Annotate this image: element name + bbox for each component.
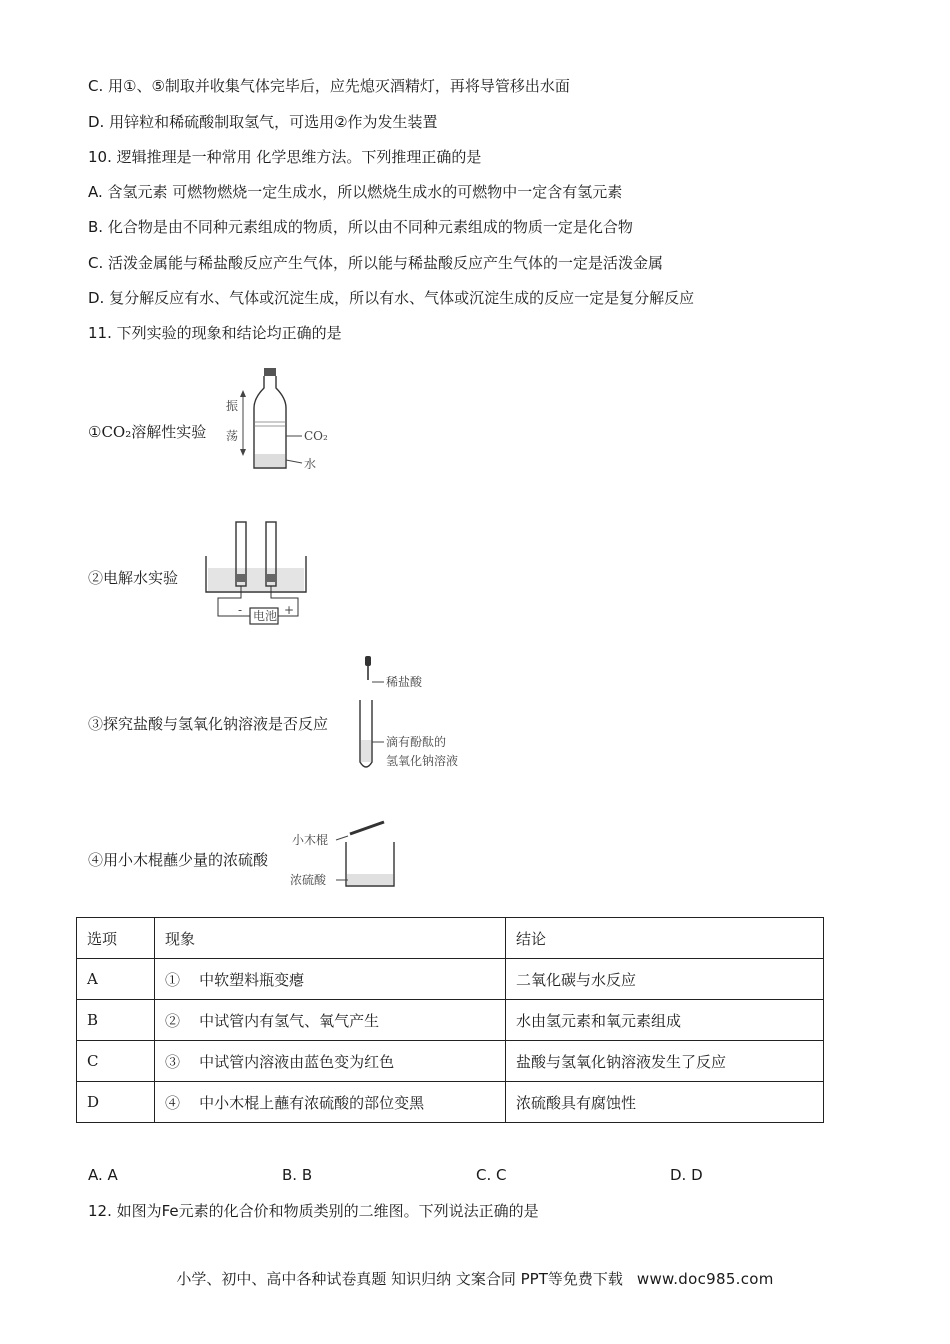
answer-option-c: C. C (476, 1166, 507, 1184)
row-b-option: B (77, 1000, 155, 1041)
table-row (77, 1041, 824, 1082)
row-a-phenomenon: ① 中软塑料瓶变瘪 (155, 959, 506, 1000)
row-d-option: D (77, 1082, 155, 1123)
row-c-phenomenon: ③ 中试管内溶液由蓝色变为红色 (155, 1041, 506, 1082)
battery-negative: - (238, 603, 243, 617)
row-d-phenomenon: ④ 中小木棍上蘸有浓硫酸的部位变黑 (155, 1082, 506, 1123)
experiment-2-label: ②电解水实验 (88, 569, 179, 587)
water-label: 水 (304, 457, 317, 471)
dilute-hcl-label: 稀盐酸 (386, 675, 423, 689)
shake-label-2: 荡 (226, 429, 239, 443)
question-10-option-c: C. 活泼金属能与稀盐酸反应产生气体，所以能与稀盐酸反应产生气体的一定是活泼金属 (88, 254, 664, 272)
co2-bottle-figure (220, 364, 340, 476)
table-row (77, 959, 824, 1000)
answer-option-d: D. D (670, 1166, 703, 1184)
table-header-row (77, 918, 824, 959)
row-b-conclusion: 水由氢元素和氧元素组成 (506, 1000, 824, 1041)
stick-label: 小木棍 (292, 833, 329, 847)
acid-label: 浓硫酸 (290, 873, 327, 887)
sulfuric-acid-figure (288, 810, 408, 896)
answer-option-a: A. A (88, 1166, 118, 1184)
option-c-line: C. 用①、⑤制取并收集气体完毕后，应先熄灭酒精灯，再将导管移出水面 (88, 77, 570, 95)
row-d-conclusion: 浓硫酸具有腐蚀性 (506, 1082, 824, 1123)
option-d-line: D. 用锌粒和稀硫酸制取氢气，可选用②作为发生装置 (88, 113, 438, 131)
co2-label: CO₂ (304, 429, 328, 443)
footer-url[interactable]: www.doc985.com (636, 1270, 774, 1288)
question-10-option-b: B. 化合物是由不同种元素组成的物质，所以由不同种元素组成的物质一定是化合物 (88, 218, 633, 236)
experiment-4-label: ④用小木棍蘸少量的浓硫酸 (88, 851, 269, 869)
titration-figure (348, 654, 478, 776)
header-conclusion: 结论 (506, 918, 824, 959)
table-row (77, 1000, 824, 1041)
question-11-stem: 11. 下列实验的现象和结论均正确的是 (88, 324, 342, 342)
phenol-label: 滴有酚酞的 (386, 735, 447, 749)
experiment-1-label: ①CO₂溶解性实验 (88, 423, 207, 441)
row-b-phenomenon: ② 中试管内有氢气、氧气产生 (155, 1000, 506, 1041)
shake-label-1: 振 (226, 399, 239, 413)
footer-text: 小学、初中、高中各种试卷真题 知识归纳 文案合同 PPT等免费下载 (176, 1270, 623, 1288)
row-c-conclusion: 盐酸与氢氧化钠溶液发生了反应 (506, 1041, 824, 1082)
answer-table (76, 917, 824, 1123)
electrolysis-figure (198, 516, 328, 628)
answer-option-b: B. B (282, 1166, 313, 1184)
question-12-stem: 12. 如图为Fe元素的化合价和物质类别的二维图。下列说法正确的是 (88, 1202, 539, 1220)
battery-positive: + (284, 603, 295, 617)
experiment-3-label: ③探究盐酸与氢氧化钠溶液是否反应 (88, 715, 329, 733)
question-10-stem: 10. 逻辑推理是一种常用 化学思维方法。下列推理正确的是 (88, 148, 482, 166)
battery-label: 电池 (253, 609, 278, 623)
row-a-conclusion: 二氧化碳与水反应 (506, 959, 824, 1000)
row-a-option: A (77, 959, 155, 1000)
table-row (77, 1082, 824, 1123)
header-option: 选项 (77, 918, 155, 959)
question-10-option-d: D. 复分解反应有水、气体或沉淀生成，所以有水、气体或沉淀生成的反应一定是复分解反应 (88, 289, 695, 307)
row-c-option: C (77, 1041, 155, 1082)
naoh-label: 氢氧化钠溶液 (386, 754, 459, 768)
page-footer (0, 1268, 950, 1289)
header-phenomenon: 现象 (155, 918, 506, 959)
question-10-option-a: A. 含氢元素 可燃物燃烧一定生成水，所以燃烧生成水的可燃物中一定含有氢元素 (88, 183, 623, 201)
